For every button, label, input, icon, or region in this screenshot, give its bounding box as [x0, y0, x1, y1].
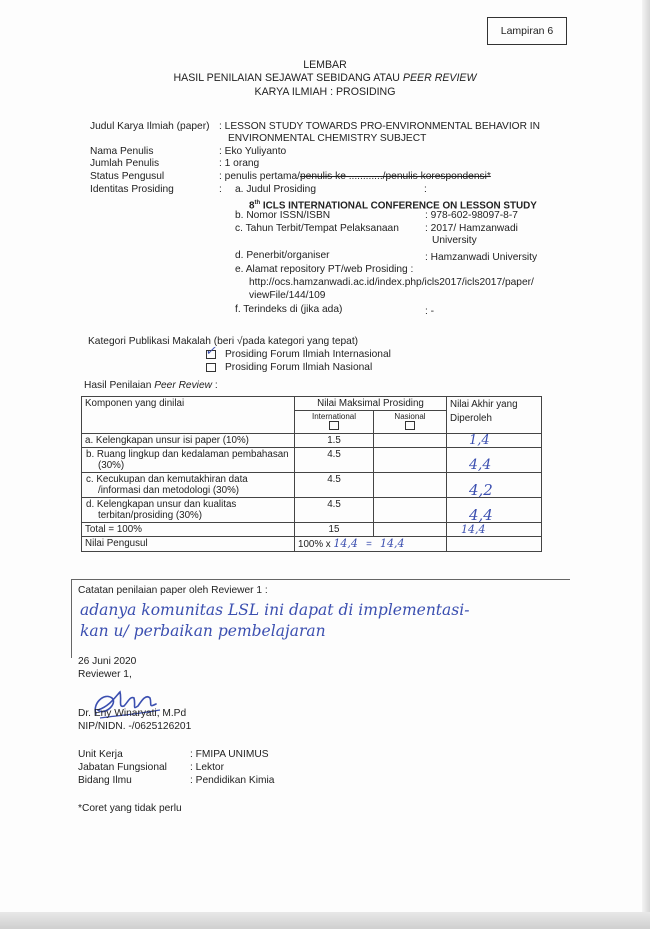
kategori-option-nasional: Prosiding Forum Ilmiah Nasional [225, 362, 373, 373]
reviewer-date: 26 Juni 2020 [78, 656, 137, 667]
row-nasional-empty [374, 434, 447, 448]
row-nasional-empty [374, 448, 447, 473]
table-row [82, 498, 542, 523]
total-label: Total = 100% [82, 523, 295, 537]
total-akhir: 14,4 [447, 523, 542, 537]
title-hasil: HASIL PENILAIAN SEJAWAT SEBIDANG ATAU PEER REVIEW [173, 72, 477, 84]
row-akhir: 4,2 [447, 473, 542, 498]
judul-value-2: ENVIRONMENTAL CHEMISTRY SUBJECT [228, 133, 427, 144]
prosiding-e-value-1: http://ocs.hamzanwadi.ac.id/index.php/icls2017/icls2017/paper/ [249, 277, 534, 288]
kategori-label: Kategori Publikasi Makalah (beri √pada kategori yang tepat) [88, 336, 359, 347]
jumlah-label: Jumlah Penulis [90, 158, 160, 169]
prosiding-f-value: : - [425, 306, 435, 317]
kategori-option-internasional: Prosiding Forum Ilmiah Internasional [225, 349, 391, 360]
jabatan-label: Jabatan Fungsional [78, 762, 167, 773]
row-komponen: d. Kelengkapan unsur dan kualitas terbitan/prosiding (30%) [82, 498, 295, 523]
total-nasional-empty [374, 523, 447, 537]
bidang-label: Bidang Ilmu [78, 775, 132, 786]
jabatan-value: : Lektor [190, 762, 224, 773]
header-komponen: Komponen yang dinilai [82, 397, 295, 434]
header-international: International [295, 411, 374, 434]
title-lembar: LEMBAR [303, 59, 347, 71]
pengusul-label: Nilai Pengusul [82, 537, 295, 552]
unit-label: Unit Kerja [78, 749, 123, 760]
row-max: 4.5 [295, 498, 374, 523]
unit-value: : FMIPA UNIMUS [190, 749, 269, 760]
prosiding-e-label: e. Alamat repository PT/web Prosiding : [235, 264, 414, 275]
identitas-label: Identitas Prosiding [90, 184, 174, 195]
table-row [82, 434, 542, 448]
prosiding-d-value: : Hamzanwadi University [425, 252, 538, 263]
row-komponen: c. Kecukupan dan kemutakhiran data /informasi dan metodologi (30%) [82, 473, 295, 498]
prosiding-f-label: f. Terindeks di (jika ada) [235, 304, 343, 315]
nama-label: Nama Penulis [90, 146, 154, 157]
reviewer-name: Dr. Eny Winaryati, M.Pd [78, 708, 187, 719]
checkbox-international-icon [329, 421, 339, 430]
catatan-label: Catatan penilaian paper oleh Reviewer 1 : [78, 585, 268, 596]
catatan-handwriting-line2: kan u/ perbaikan pembelajaran [80, 622, 326, 640]
checkbox-nasional-icon [405, 421, 415, 430]
prosiding-b-label: b. Nomor ISSN/ISBN [235, 210, 331, 221]
row-nasional-empty [374, 498, 447, 523]
jumlah-value: : 1 orang [219, 158, 260, 169]
table-row [82, 448, 542, 473]
header-nasional: Nasional [374, 411, 447, 434]
judul-label: Judul Karya Ilmiah (paper) [90, 121, 210, 132]
pengusul-akhir-empty [447, 537, 542, 552]
prosiding-c-value-2: University [432, 235, 477, 246]
row-nasional-empty [374, 473, 447, 498]
title-karya: KARYA ILMIAH : PROSIDING [254, 86, 396, 98]
checkbox-nasional [206, 363, 216, 372]
status-value: : penulis pertama/penulis ke ............/penulis korespondensi* [219, 171, 491, 182]
total-max: 15 [295, 523, 374, 537]
row-max: 1.5 [295, 434, 374, 448]
row-komponen: a. Kelengkapan unsur isi paper (10%) [82, 434, 295, 448]
hasil-label: Hasil Penilaian Peer Review : [84, 380, 218, 391]
row-akhir: 4,4 [447, 448, 542, 473]
row-komponen: b. Ruang lingkup dan kedalaman pembahasan (30%) [82, 448, 295, 473]
check-mark-icon: ✓ [205, 344, 216, 359]
judul-value-1: : LESSON STUDY TOWARDS PRO-ENVIRONMENTAL BEHAVIOR IN [219, 121, 540, 132]
catatan-handwriting-line1: adanya komunitas LSL ini dapat di implementasi- [80, 601, 470, 619]
header-nilai-akhir: Nilai Akhir yang Diperoleh [447, 397, 542, 434]
reviewer-nip: NIP/NIDN. -/0625126201 [78, 721, 192, 732]
table-row [82, 473, 542, 498]
identitas-colon: : [219, 184, 222, 195]
prosiding-d-label: d. Penerbit/organiser [235, 250, 330, 261]
row-akhir: 1,4 [447, 434, 542, 448]
prosiding-a-colon: : [424, 184, 427, 195]
prosiding-e-value-2: viewFile/144/109 [249, 290, 326, 301]
reviewer-role: Reviewer 1, [78, 669, 132, 680]
table-row-pengusul [82, 537, 542, 552]
prosiding-a-label: a. Judul Prosiding [235, 184, 316, 195]
lampiran-box: Lampiran 6 [487, 17, 567, 45]
row-max: 4.5 [295, 448, 374, 473]
table-row-total [82, 523, 542, 537]
score-table [81, 396, 542, 552]
header-nilai-max: Nilai Maksimal Prosiding [295, 397, 447, 411]
prosiding-c-label: c. Tahun Terbit/Tempat Pelaksanaan [235, 223, 399, 234]
row-akhir: 4,4 [447, 498, 542, 523]
row-max: 4.5 [295, 473, 374, 498]
pengusul-value: 100% x 14,4 = 14,4 [295, 537, 447, 552]
prosiding-c-value-1: : 2017/ Hamzanwadi [425, 223, 518, 234]
scan-edge-bottom [0, 912, 650, 929]
bidang-value: : Pendidikan Kimia [190, 775, 275, 786]
footnote: *Coret yang tidak perlu [78, 803, 182, 814]
status-label: Status Pengusul [90, 171, 165, 182]
prosiding-b-value: : 978-602-98097-8-7 [425, 210, 518, 221]
prosiding-a-value: 8th ICLS INTERNATIONAL CONFERENCE ON LESSON STUDY [249, 200, 537, 212]
scan-edge-right [642, 0, 650, 929]
nama-value: : Eko Yuliyanto [219, 146, 287, 157]
